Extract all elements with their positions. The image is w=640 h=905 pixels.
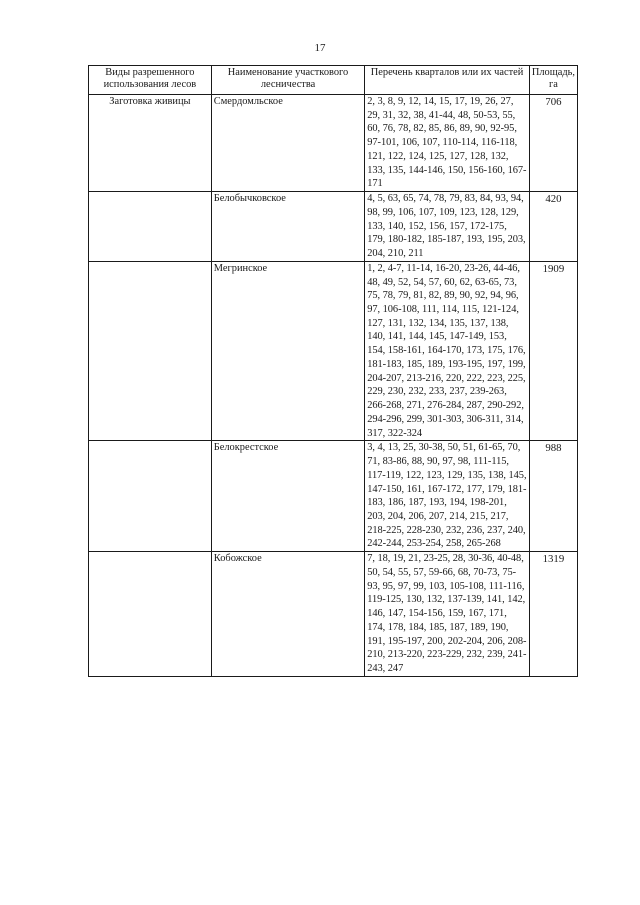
quarters-list: 2, 3, 8, 9, 12, 14, 15, 17, 19, 26, 27, 29, 31, 32, 38, 41-44, 48, 50-53, 55, 60, 76, 78, 82, 85, 86, 89, 90, 92-95, 97-101, 106, 107, 110-114, 116-118, 121, 122, 124, 125, 127, 128, 132, 133, 135, 144-146, 150, 156-160, 167-171 [365, 94, 530, 191]
use-type-cell: Заготовка живицы [89, 94, 212, 191]
quarters-list: 7, 18, 19, 21, 23-25, 28, 30-36, 40-48, 50, 54, 55, 57, 59-66, 68, 70-73, 75-93, 95, 97, 99, 103, 105-108, 111-116, 119-125, 130, 132, 137-139, 141, 142, 146, 147, 154-156, 159, 167, 171, 174, 178, 184, 185, 187, 189, 190, 191, 195-197, 200, 202-204, 206, 208-210, 213-220, 223-229, 232, 239, 241-243, 247 [365, 552, 530, 677]
area-value: 420 [529, 192, 577, 262]
table-row [89, 192, 578, 262]
table-row [89, 94, 578, 191]
forestry-name: Белобычковское [211, 192, 364, 262]
forestry-name: Мегринское [211, 261, 364, 441]
area-value: 1909 [529, 261, 577, 441]
use-type-cell-continued [89, 552, 212, 677]
use-type-cell-continued [89, 261, 212, 441]
header-quarters: Перечень кварталов или их частей [365, 66, 530, 95]
use-type-cell-continued [89, 192, 212, 262]
header-forestry: Наименование участкового лесничества [211, 66, 364, 95]
quarters-list: 4, 5, 63, 65, 74, 78, 79, 83, 84, 93, 94, 98, 99, 106, 107, 109, 123, 128, 129, 133, 140, 152, 156, 157, 172-175, 179, 180-182, 185-187, 193, 195, 203, 204, 210, 211 [365, 192, 530, 262]
forestry-name: Белокрестское [211, 441, 364, 552]
area-value: 706 [529, 94, 577, 191]
table-row [89, 441, 578, 552]
header-area: Площадь, га [529, 66, 577, 95]
quarters-list: 1, 2, 4-7, 11-14, 16-20, 23-26, 44-46, 48, 49, 52, 54, 57, 60, 62, 63-65, 73, 75, 78, 79, 81, 82, 89, 90, 92, 94, 96, 97, 106-108, 111, 114, 115, 121-124, 127, 131, 132, 134, 135, 137, 138, 140, 141, 144, 145, 147-149, 153, 154, 158-161, 164-170, 173, 175, 176, 181-183, 185, 189, 193-195, 197, 199, 204-207, 213-216, 220, 222, 223, 225, 229, 230, 232, 233, 237, 239-263, 266-268, 271, 276-284, 287, 290-292, 294-296, 299, 301-303, 306-311, 314, 317, 322-324 [365, 261, 530, 441]
forestry-name: Кобожское [211, 552, 364, 677]
quarters-list: 3, 4, 13, 25, 30-38, 50, 51, 61-65, 70, 71, 83-86, 88, 90, 97, 98, 111-115, 117-119, 122, 123, 129, 135, 138, 145, 147-150, 161, 167-172, 177, 179, 181-183, 186, 187, 193, 194, 198-201, 203, 204, 206, 207, 214, 215, 217, 218-225, 228-230, 232, 236, 237, 240, 242-244, 253-254, 258, 265-268 [365, 441, 530, 552]
forestry-name: Смердомльское [211, 94, 364, 191]
forest-use-table [88, 65, 578, 677]
table-row [89, 261, 578, 441]
area-value: 1319 [529, 552, 577, 677]
header-use-type: Виды разрешенного использования лесов [89, 66, 212, 95]
table-header-row [89, 66, 578, 95]
table-row [89, 552, 578, 677]
page-number: 17 [314, 42, 326, 54]
use-type-cell-continued [89, 441, 212, 552]
area-value: 988 [529, 441, 577, 552]
